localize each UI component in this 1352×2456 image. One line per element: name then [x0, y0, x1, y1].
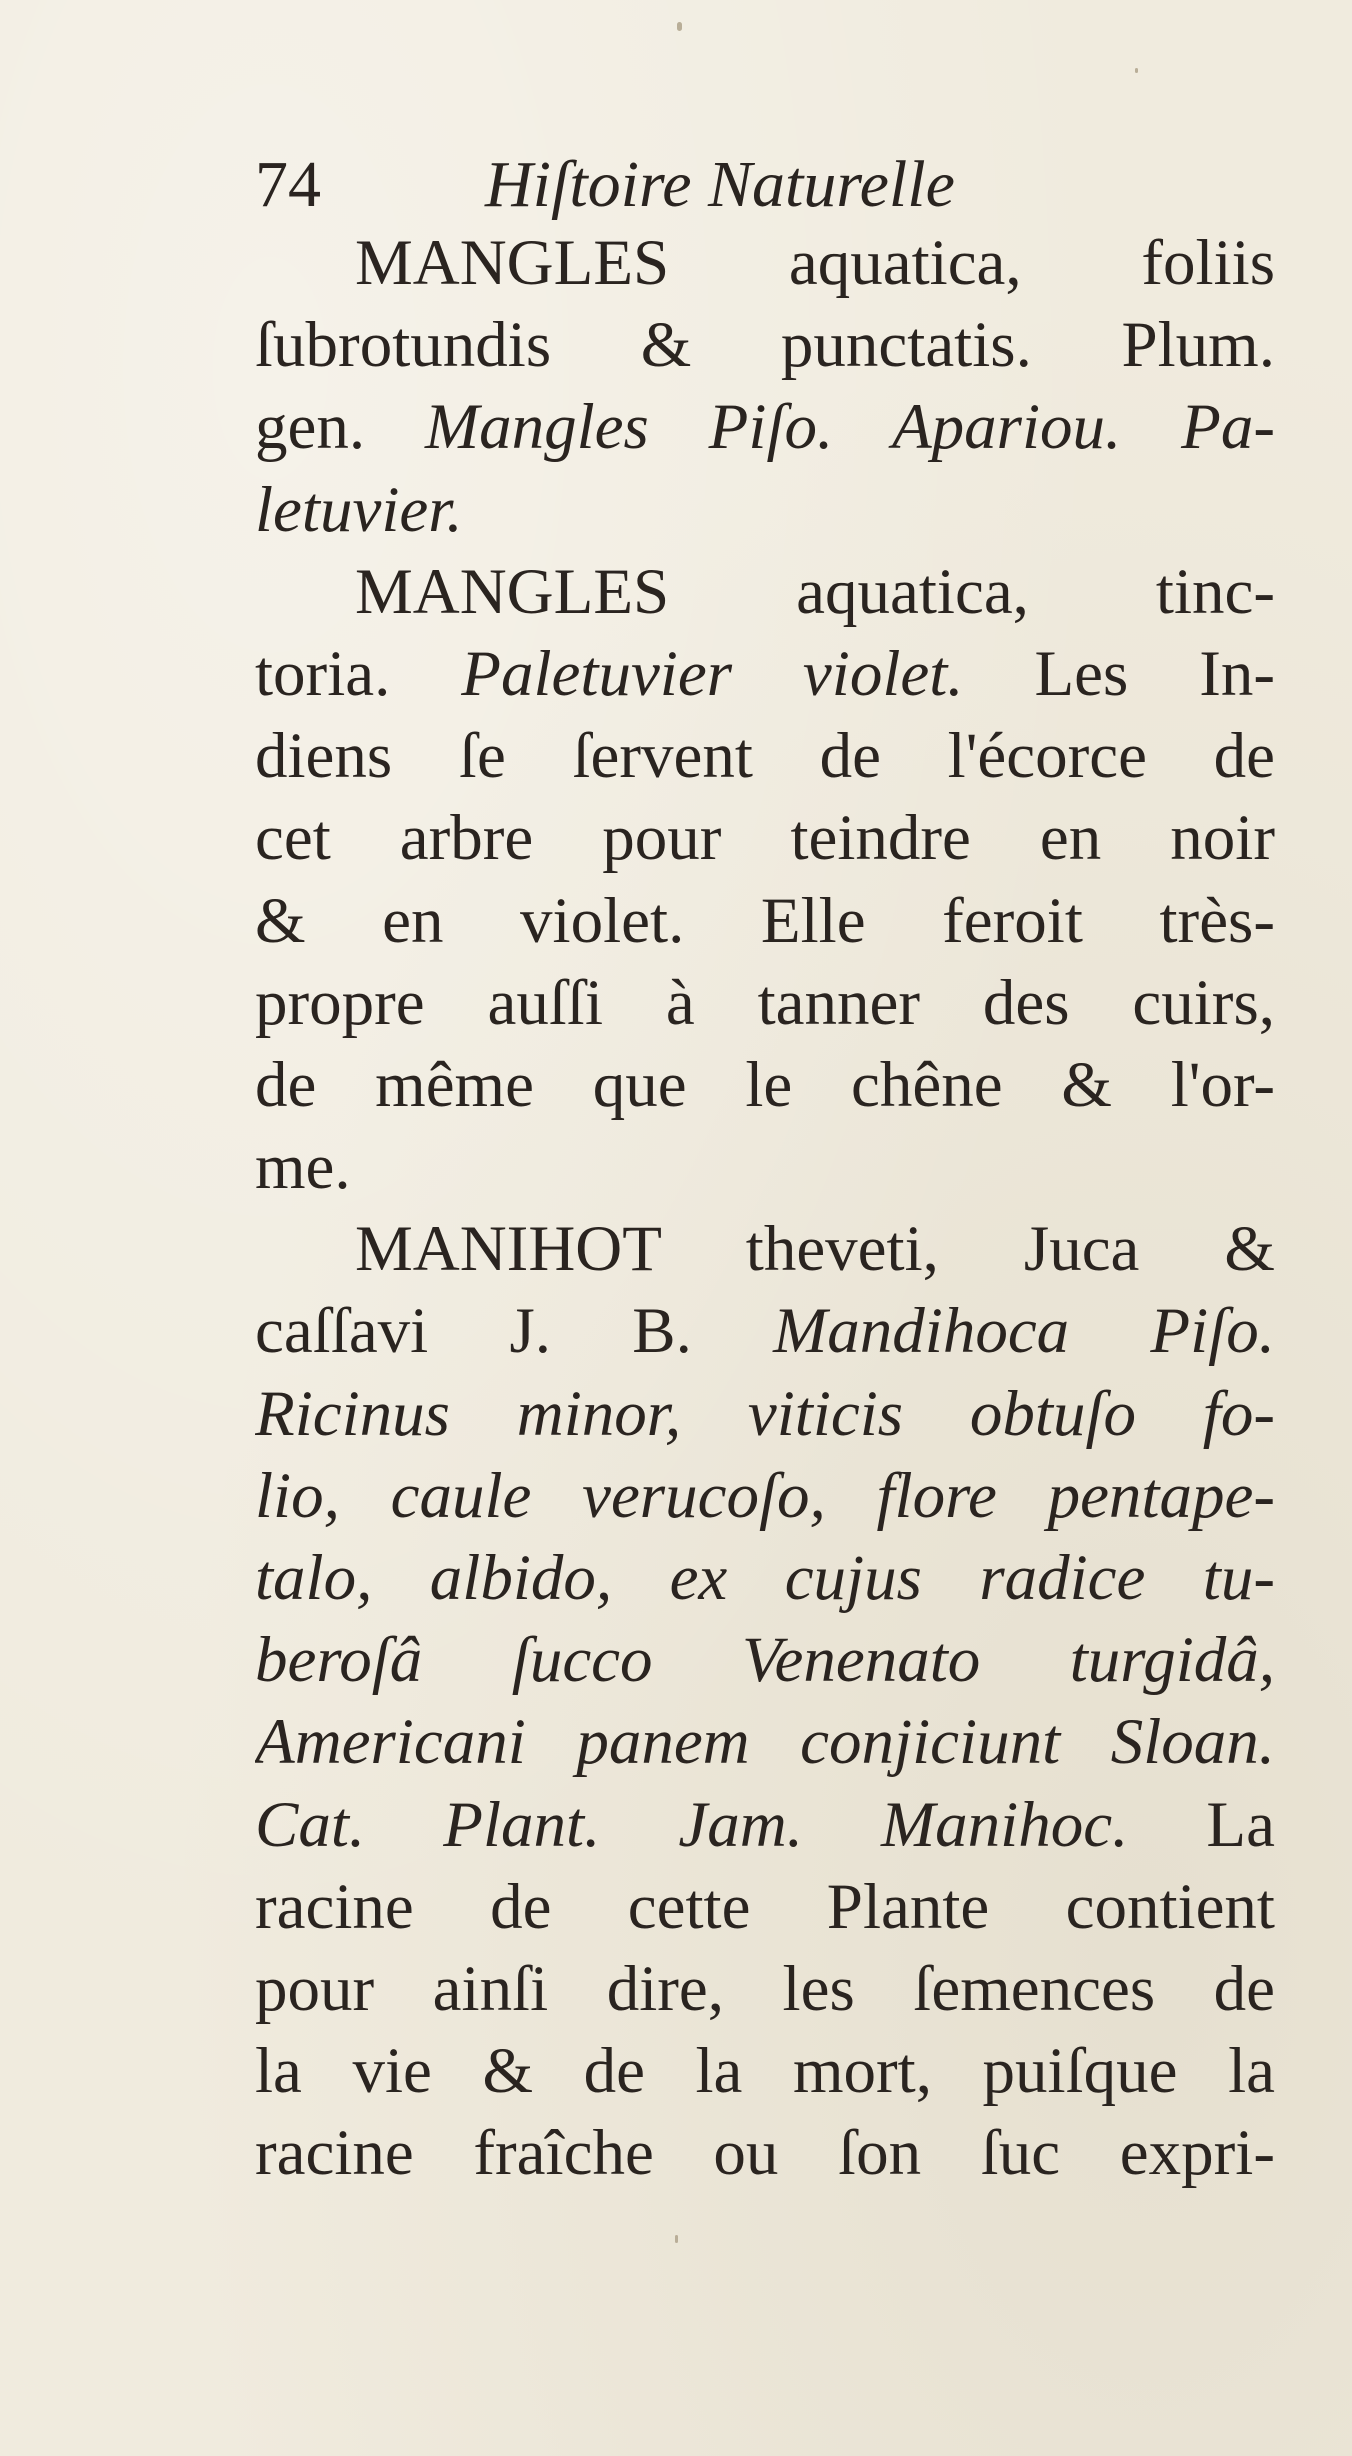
- roman-text: Les In-: [963, 637, 1275, 710]
- roman-text: cet arbre pour teindre en noir: [255, 802, 1275, 875]
- italic-text: beroſâ ſucco Venenato turgidâ,: [255, 1624, 1275, 1697]
- text-line: [255, 1290, 1275, 1372]
- text-line: [255, 551, 1275, 633]
- paper-speck: [675, 2235, 678, 2243]
- roman-text: racine fraîche ou ſon ſuc expri-: [255, 2117, 1275, 2190]
- italic-text: lio, caule verucoſo, flore pentape-: [255, 1459, 1275, 1532]
- body-text: [255, 222, 1275, 2195]
- roman-text: caſſavi J. B.: [255, 1295, 774, 1368]
- italic-text: letuvier.: [255, 473, 463, 546]
- italic-text: Mandihoca Piſo.: [773, 1295, 1275, 1368]
- text-line: [255, 304, 1275, 386]
- text-line: [255, 2030, 1275, 2112]
- paper-speck: [1135, 68, 1138, 73]
- text-line: [255, 715, 1275, 797]
- text-line: [255, 962, 1275, 1044]
- roman-text: me.: [255, 1131, 351, 1204]
- italic-text: Mangles Piſo. Apariou. Pa-: [424, 391, 1275, 464]
- roman-text: gen.: [255, 391, 425, 464]
- italic-text: Ricinus minor, viticis obtuſo fo-: [255, 1377, 1275, 1450]
- text-line: [255, 633, 1275, 715]
- page-header: [255, 150, 1255, 220]
- text-line: [255, 1701, 1275, 1783]
- italic-text: Cat. Plant. Jam. Manihoc.: [255, 1788, 1129, 1861]
- text-line: [255, 1948, 1275, 2030]
- italic-text: talo, albido, ex cujus radice tu-: [255, 1542, 1275, 1614]
- text-line: [255, 386, 1275, 468]
- roman-text: MANGLES aquatica, foliis: [355, 227, 1275, 299]
- roman-text: ſubrotundis & punctatis. Plum.: [255, 309, 1275, 382]
- text-line: [255, 880, 1275, 962]
- running-title: Hiſtoire Naturelle: [485, 148, 955, 221]
- text-line: [255, 469, 1275, 551]
- roman-text: pour ainſi dire, les ſemences de: [255, 1952, 1275, 2025]
- paper-speck: [677, 22, 682, 31]
- italic-text: Paletuvier violet.: [461, 637, 964, 710]
- roman-text: & en violet. Elle feroit très-: [255, 884, 1275, 957]
- roman-text: de même que le chêne & l'or-: [255, 1048, 1275, 1121]
- roman-text: toria.: [255, 637, 462, 710]
- italic-text: Americani panem conjiciunt Sloan.: [255, 1706, 1275, 1779]
- text-line: [255, 1455, 1275, 1537]
- text-line: [255, 797, 1275, 879]
- text-line: [255, 1044, 1275, 1126]
- page-number: 74: [255, 148, 321, 221]
- roman-text: diens ſe ſervent de l'écorce de: [255, 720, 1275, 793]
- text-line: [255, 1208, 1275, 1290]
- text-line: [255, 1866, 1275, 1948]
- text-line: [255, 2112, 1275, 2194]
- text-line: [255, 1126, 1275, 1208]
- text-line: [255, 1619, 1275, 1701]
- roman-text: racine de cette Plante contient: [255, 1870, 1275, 1943]
- roman-text: La: [1128, 1788, 1275, 1861]
- text-line: [255, 1784, 1275, 1866]
- roman-text: propre auſſi à tanner des cuirs,: [255, 966, 1275, 1039]
- text-line: [255, 1373, 1275, 1455]
- roman-text: la vie & de la mort, puiſque la: [255, 2035, 1275, 2108]
- text-line: [255, 222, 1275, 304]
- roman-text: MANIHOT theveti, Juca &: [355, 1213, 1275, 1286]
- roman-text: MANGLES aquatica, tinc-: [355, 555, 1275, 628]
- text-line: [255, 1537, 1275, 1619]
